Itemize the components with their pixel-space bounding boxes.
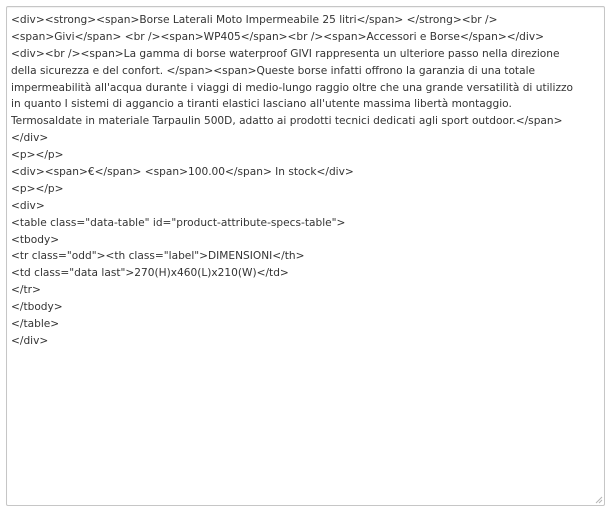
- source-line: </div>: [11, 132, 49, 145]
- source-line: <div><span>€</span> <span>100.00</span> In stock</div>: [11, 166, 354, 179]
- source-line: impermeabilità all'acqua durante i viaggi di medio-lungo raggio oltre che una grande versatilità di utilizzo: [11, 81, 574, 94]
- source-line: <tr class="odd"><th class="label">DIMENSIONI</th>: [11, 250, 305, 263]
- source-line: </table>: [11, 318, 60, 331]
- source-line: <div>: [11, 199, 45, 212]
- source-line: </tr>: [11, 284, 41, 297]
- source-line: Termosaldate in materiale Tarpaulin 500D, adatto ai prodotti tecnici dedicati agli sport outdoor.</span>: [11, 115, 563, 128]
- source-line: in quanto I sistemi di aggancio a tiranti elastici lasciano all'utente massima libertà montaggio.: [11, 98, 512, 111]
- source-line: <td class="data last">270(H)x460(L)x210(W)</td>: [11, 267, 289, 280]
- source-line: <div><br /><span>La gamma di borse waterproof GIVI rappresenta un ulteriore passo nella direzione: [11, 47, 560, 60]
- source-line: <p></p>: [11, 182, 64, 195]
- source-line: <div><strong><span>Borse Laterali Moto Impermeabile 25 litri</span> </strong><br />: [11, 14, 498, 26]
- resize-grip-icon[interactable]: [594, 495, 603, 504]
- source-line: <p></p>: [11, 149, 64, 162]
- source-line: <tbody>: [11, 233, 60, 246]
- source-line: </tbody>: [11, 301, 63, 314]
- source-line: della sicurezza e del confort. </span><span>Queste borse infatti offrono la garanzia di una totale: [11, 64, 536, 77]
- source-line: <table class="data-table" id="product-attribute-specs-table">: [11, 216, 346, 229]
- source-line: </div>: [11, 334, 49, 347]
- source-line: <span>Givi</span> <br /><span>WP405</span><br /><span>Accessori e Borse</span></div>: [11, 30, 544, 43]
- html-source-textarea[interactable]: [6, 6, 605, 506]
